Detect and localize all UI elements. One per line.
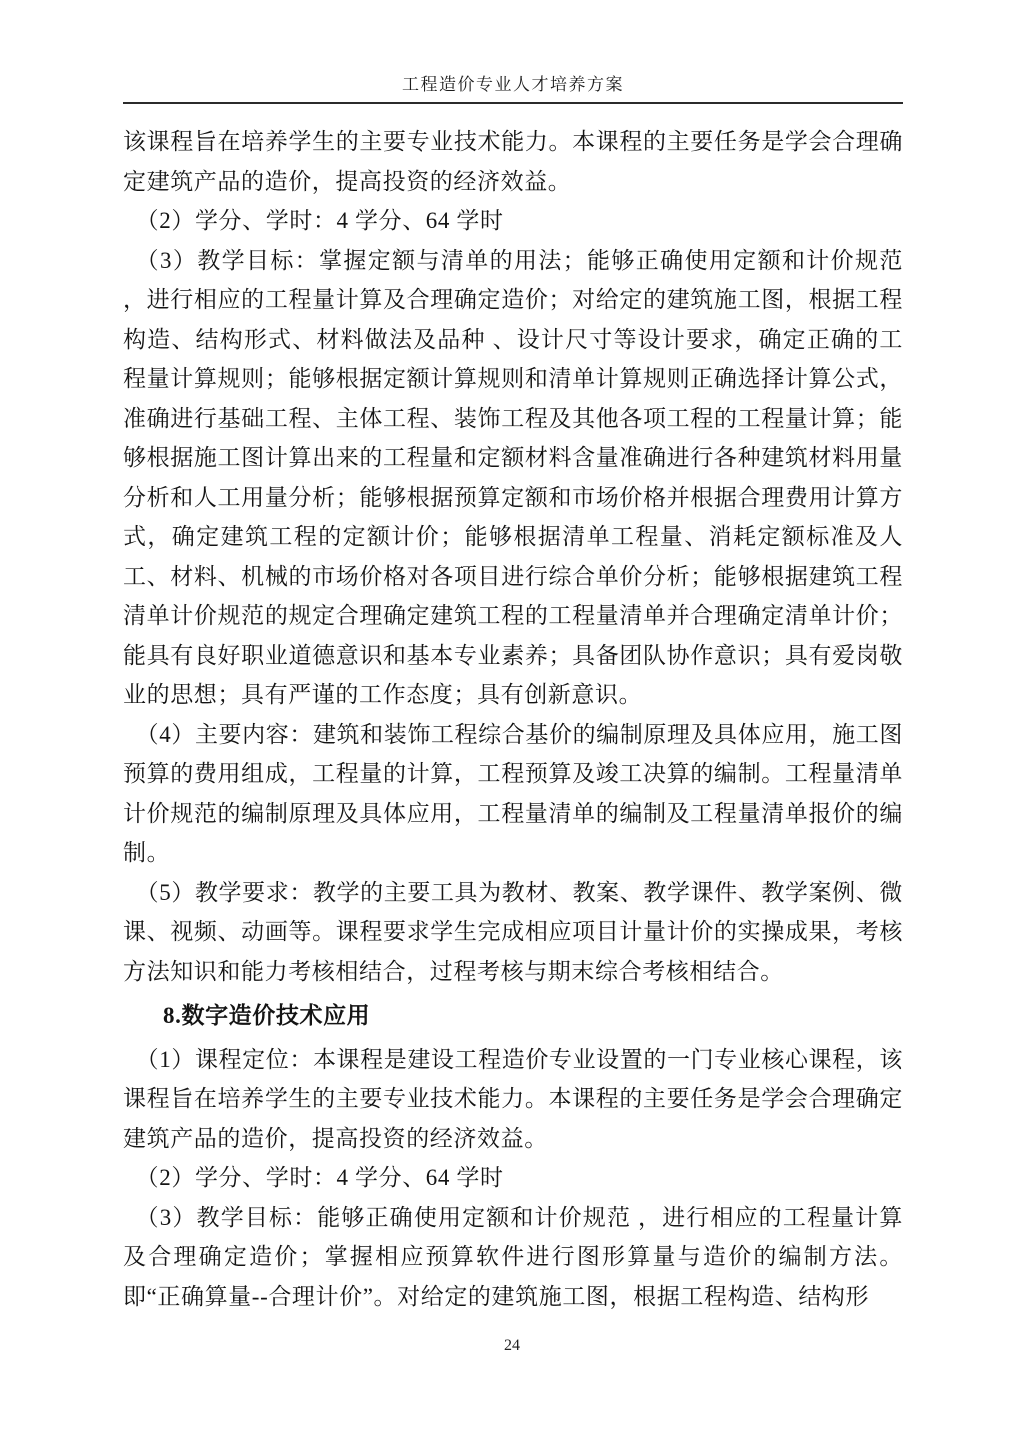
paragraph: （5）教学要求：教学的主要工具为教材、教案、教学课件、教学案例、微课、视频、动画等。课程要求学生完成相应项目计量计价的实操成果，考核方法知识和能力考核相结合，过程考核与期末综合考核相结合。 — [123, 879, 903, 984]
paragraph: （2）学分、学时：4 学分、64 学时 — [135, 1165, 504, 1190]
document-body — [123, 122, 903, 1316]
section-heading: 8.数字造价技术应用 — [163, 1003, 371, 1028]
paragraph: （3）教学目标：掌握定额与清单的用法；能够正确使用定额和计价规范 ，进行相应的工程量计算及合理确定造价；对给定的建筑施工图，根据工程构造、结构形式、材料做法及品种 、设计尺寸等设计要求，确定正确的工程量计算规则；能够根据定额计算规则和清单计算规则正确选择计算公式，准确进行基础工程、主体工程、装饰工程及其他各项工程的工程量计算；能够根据施工图计算出来的工程量和定额材料含量准确进行各种建筑材料用量分析和人工用量分析；能够根据预算定额和市场价格并根据合理费用计算方式，确定建筑工程的定额计价；能够根据清单工程量、消耗定额标准及人工、材料、机械的市场价格对各项目进行综合单价分析；能够根据建筑工程清单计价规范的规定合理确定建筑工程的工程量清单并合理确定清单计价；能具有良好职业道德意识和基本专业素养；具备团队协作意识；具有爱岗敬业的思想；具有严谨的工作态度；具有创新意识。 — [123, 247, 903, 707]
paragraph: （2）学分、学时：4 学分、64 学时 — [135, 208, 504, 233]
paragraph: （4）主要内容：建筑和装饰工程综合基价的编制原理及具体应用，施工图预算的费用组成，工程量的计算，工程预算及竣工决算的编制。工程量清单计价规范的编制原理及具体应用，工程量清单的编制及工程量清单报价的编制。 — [123, 721, 903, 865]
paragraph: （1）课程定位：本课程是建设工程造价专业设置的一门专业核心课程，该课程旨在培养学生的主要专业技术能力。本课程的主要任务是学会合理确定建筑产品的造价，提高投资的经济效益。 — [123, 1046, 903, 1151]
paragraph: （3）教学目标：能够正确使用定额和计价规范 ，进行相应的工程量计算及合理确定造价；掌握相应预算软件进行图形算量与造价的编制方法。即“正确算量--合理计价”。对给定的建筑施工图，根据工程构造、结构形 — [123, 1204, 903, 1309]
page-number: 24 — [504, 1337, 520, 1354]
paragraph: 该课程旨在培养学生的主要专业技术能力。本课程的主要任务是学会合理确定建筑产品的造价，提高投资的经济效益。 — [123, 129, 903, 194]
page-header-title: 工程造价专业人才培养方案 — [123, 70, 903, 104]
